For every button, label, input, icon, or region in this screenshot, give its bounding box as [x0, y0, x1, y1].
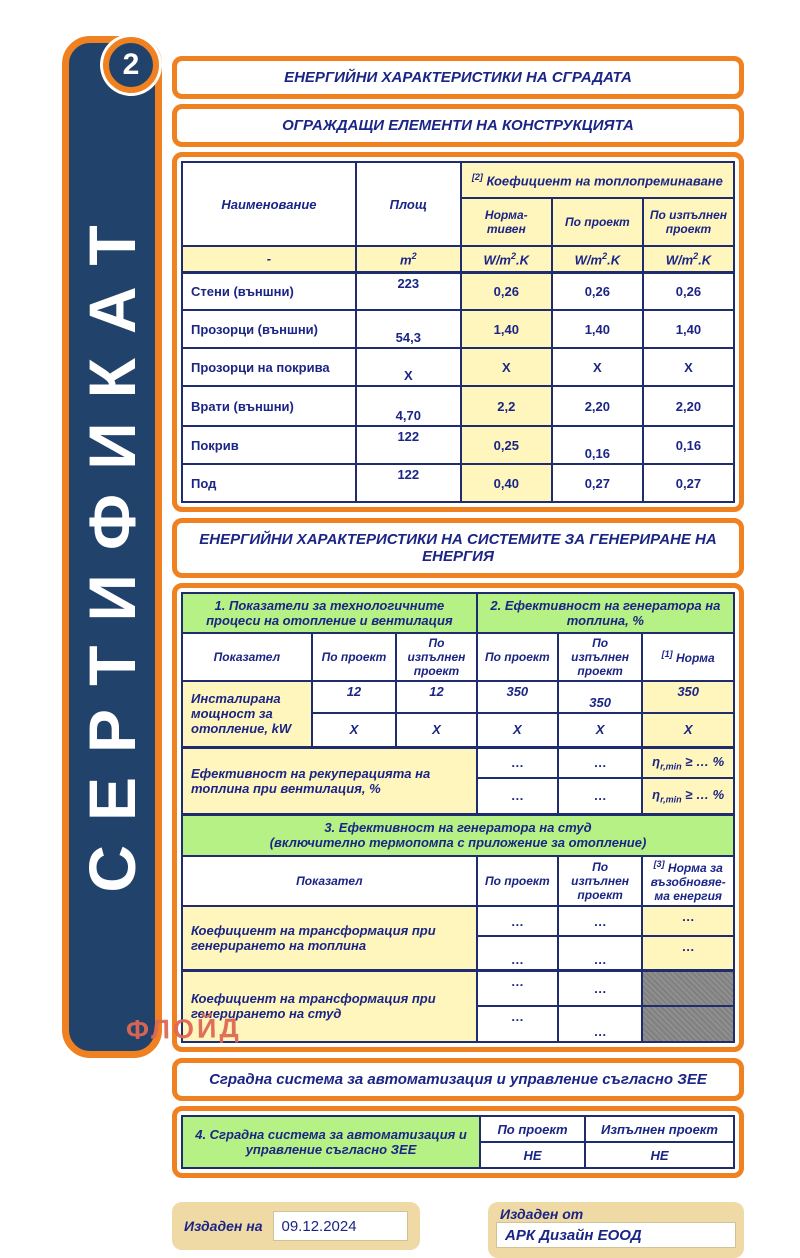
issued-on-label: Издаден на: [184, 1218, 263, 1234]
cell-asbuilt-value: НЕ: [585, 1142, 734, 1168]
unit-u-sup: 2: [511, 250, 517, 261]
cold-generator-group-row: [182, 814, 734, 856]
cell-asbuilt: X: [643, 348, 734, 386]
col-header-design: По проект: [480, 1116, 585, 1142]
col-header-design-2: По проект: [477, 633, 558, 681]
col-header-asbuilt: По изпълнен проект: [558, 856, 642, 906]
systems-table-frame: [172, 583, 744, 1052]
cell-normative: X: [461, 348, 552, 386]
cell-design-2: …: [477, 778, 558, 814]
cell-asbuilt: 2,20: [643, 386, 734, 426]
norm-label: Норма: [675, 651, 715, 665]
row-label: Инсталирана мощност за отопление, kW: [182, 681, 312, 747]
cell-norm-disabled: [642, 970, 734, 1006]
renewable-norm-label: Норма за възобновяе-ма енергия: [650, 861, 726, 903]
footnote-3: [3]: [653, 859, 665, 869]
cell-area: 223: [356, 272, 461, 310]
unit-u-pre: W/m: [665, 251, 694, 267]
unit-u-post: .K: [607, 251, 621, 267]
unit-u-sup: 2: [693, 250, 699, 261]
col-header-design: По проект: [477, 856, 558, 906]
col-header-asbuilt-2: По изпълнен проект: [558, 633, 642, 681]
issued-on-box: [172, 1202, 420, 1250]
col-header-u-value: [461, 162, 734, 198]
cell-asbuilt: …: [558, 936, 642, 970]
cell-area: 122: [356, 464, 461, 502]
eta-subscript: r,min: [660, 761, 682, 772]
unit-u-sup: 2: [602, 250, 608, 261]
col-header-normative: Норма-тивен: [461, 198, 552, 246]
cold-coef-row: [182, 970, 734, 1006]
cell-normative: 0,26: [461, 272, 552, 310]
row-label: Прозорци (външни): [182, 310, 356, 348]
row-label: Под: [182, 464, 356, 502]
page-number-badge: 2: [103, 37, 159, 93]
cell-asbuilt-2: 350: [558, 681, 642, 713]
unit-u-pre: W/m: [483, 251, 511, 267]
cell-design: …: [477, 936, 558, 970]
systems-header-row: [182, 633, 734, 681]
cell-asbuilt-2: …: [558, 747, 642, 778]
cell-design-2: 350: [477, 681, 558, 713]
cell-asbuilt: 1,40: [643, 310, 734, 348]
systems-table: [181, 592, 735, 1043]
unit-area-base: m: [400, 251, 412, 267]
col-header-design: По проект: [312, 633, 396, 681]
cell-norm-disabled: [642, 1006, 734, 1042]
cell-normative: 0,25: [461, 426, 552, 464]
bas-label: 4. Сградна система за автоматизация и управление съгласно ЗЕЕ: [182, 1116, 480, 1168]
recuperation-row: [182, 747, 734, 778]
cell-asbuilt-2: …: [558, 778, 642, 814]
banner-generation-systems: ЕНЕРГИЙНИ ХАРАКТЕРИСТИКИ НА СИСТЕМИТЕ ЗА ГЕНЕРИРАНЕ НА ЕНЕРГИЯ: [172, 518, 744, 578]
eta-rest: ≥ … %: [681, 753, 725, 769]
col-header-asbuilt: По изпълнен проект: [643, 198, 734, 246]
cell-area: X: [356, 348, 461, 386]
issued-on-date-field: 09.12.2024: [273, 1211, 409, 1241]
eta-symbol: η: [652, 786, 661, 802]
footnote-1: [1]: [661, 649, 673, 659]
cell-asbuilt: 0,16: [643, 426, 734, 464]
row-label: Коефициент на трансформация при генерирането на топлина: [182, 906, 477, 970]
issued-by-box: [488, 1202, 744, 1258]
issued-by-field: АРК Дизайн ЕООД: [496, 1222, 736, 1248]
footnote-2: [2]: [471, 171, 483, 182]
table-row: [182, 386, 734, 426]
systems-group-header-row: [182, 593, 734, 633]
cell-norm: X: [642, 713, 734, 747]
cold-header-row: [182, 856, 734, 906]
cell-asbuilt: X: [396, 713, 477, 747]
row-label: Ефективност на рекуперацията на топлина при вентилация, %: [182, 747, 477, 814]
cell-area: 122: [356, 426, 461, 464]
bas-header-row: [182, 1116, 734, 1142]
col-header-indicator: Показател: [182, 856, 477, 906]
col-header-design: По проект: [552, 198, 643, 246]
certificate-sidebar: [62, 36, 162, 1058]
cell-norm: …: [642, 936, 734, 970]
col-header-asbuilt: По изпълнен проект: [396, 633, 477, 681]
group-header-3-line1: 3. Ефективност на генератора на студ: [324, 820, 592, 836]
cell-design: …: [477, 906, 558, 936]
issued-by-label: Издаден от: [500, 1206, 584, 1222]
cell-asbuilt-2: X: [558, 713, 642, 747]
cell-asbuilt: …: [558, 970, 642, 1006]
row-label: Стени (външни): [182, 272, 356, 310]
envelope-units-row: [182, 246, 734, 272]
footer: [172, 1202, 744, 1258]
unit-u-pre: W/m: [574, 251, 603, 267]
bas-table: [181, 1115, 735, 1169]
eta-rest: ≥ … %: [681, 786, 725, 802]
cell-design: …: [477, 970, 558, 1006]
cell-normative: 1,40: [461, 310, 552, 348]
cell-normative: 2,2: [461, 386, 552, 426]
unit-u-3: [643, 246, 734, 272]
group-header-2: 2. Ефективност на генератора на топлина, %: [477, 593, 734, 633]
cell-design: X: [552, 348, 643, 386]
cell-asbuilt: …: [558, 1006, 642, 1042]
cell-asbuilt: …: [558, 906, 642, 936]
row-label: Врати (външни): [182, 386, 356, 426]
installed-power-row: [182, 681, 734, 713]
cell-design: 0,16: [552, 426, 643, 464]
col-header-asbuilt: Изпълнен проект: [585, 1116, 734, 1142]
group-header-3: [182, 814, 734, 856]
row-label: Прозорци на покрива: [182, 348, 356, 386]
watermark-stamp: ФЛОЙД: [125, 1012, 242, 1046]
col-header-indicator: Показател: [182, 633, 312, 681]
cell-design: 2,20: [552, 386, 643, 426]
cell-design: 12: [312, 681, 396, 713]
envelope-table-frame: [172, 152, 744, 512]
unit-area: [356, 246, 461, 272]
cell-design: 0,26: [552, 272, 643, 310]
cell-design-2: X: [477, 713, 558, 747]
col-header-area: Площ: [356, 162, 461, 246]
group-header-1: 1. Показатели за технологичните процеси на отопление и вентилация: [182, 593, 477, 633]
col-header-name: Наименование: [182, 162, 356, 246]
unit-name: -: [182, 246, 356, 272]
cell-asbuilt: 0,27: [643, 464, 734, 502]
row-label: Коефициент на трансформация при генерирането на студ: [182, 970, 477, 1042]
heat-coef-row: [182, 906, 734, 936]
table-row: [182, 310, 734, 348]
unit-u-post: .K: [516, 251, 530, 267]
banner-envelope-elements: ОГРАЖДАЩИ ЕЛЕМЕНТИ НА КОНСТРУКЦИЯТА: [172, 104, 744, 147]
eta-subscript: r,min: [660, 794, 682, 805]
cell-design: …: [477, 1006, 558, 1042]
cell-design: 0,27: [552, 464, 643, 502]
sidebar-vertical-title: СЕРТИФИКАТ: [75, 201, 149, 893]
table-row: [182, 426, 734, 464]
eta-symbol: η: [652, 753, 661, 769]
cell-design-value: НЕ: [480, 1142, 585, 1168]
cell-area: 4,70: [356, 386, 461, 426]
bas-table-frame: [172, 1106, 744, 1178]
cell-norm-eta: [642, 778, 734, 814]
col-header-renewable-norm: [642, 856, 734, 906]
cell-norm: …: [642, 906, 734, 936]
cell-asbuilt: 12: [396, 681, 477, 713]
main-content: [172, 56, 744, 1258]
cell-area: 54,3: [356, 310, 461, 348]
row-label: Покрив: [182, 426, 356, 464]
banner-bas: Сградна система за автоматизация и управление съгласно ЗЕЕ: [172, 1058, 744, 1101]
envelope-header-row-1: [182, 162, 734, 198]
cell-design: 1,40: [552, 310, 643, 348]
table-row: [182, 272, 734, 310]
banner-building-characteristics: ЕНЕРГИЙНИ ХАРАКТЕРИСТИКИ НА СГРАДАТА: [172, 56, 744, 99]
u-value-label: Коефициент на топлопреминаване: [486, 173, 723, 189]
unit-area-sup: 2: [411, 250, 417, 261]
col-header-norm: [642, 633, 734, 681]
unit-u-post: .K: [698, 251, 712, 267]
group-header-3-line2: (включително термопомпа с приложение за отопление): [269, 835, 647, 851]
cell-design-2: …: [477, 747, 558, 778]
cell-normative: 0,40: [461, 464, 552, 502]
unit-u-2: [552, 246, 643, 272]
cell-norm: 350: [642, 681, 734, 713]
table-row: [182, 348, 734, 386]
table-row: [182, 464, 734, 502]
cell-asbuilt: 0,26: [643, 272, 734, 310]
cell-design: X: [312, 713, 396, 747]
unit-u-1: [461, 246, 552, 272]
envelope-table: [181, 161, 735, 503]
cell-norm-eta: [642, 747, 734, 778]
